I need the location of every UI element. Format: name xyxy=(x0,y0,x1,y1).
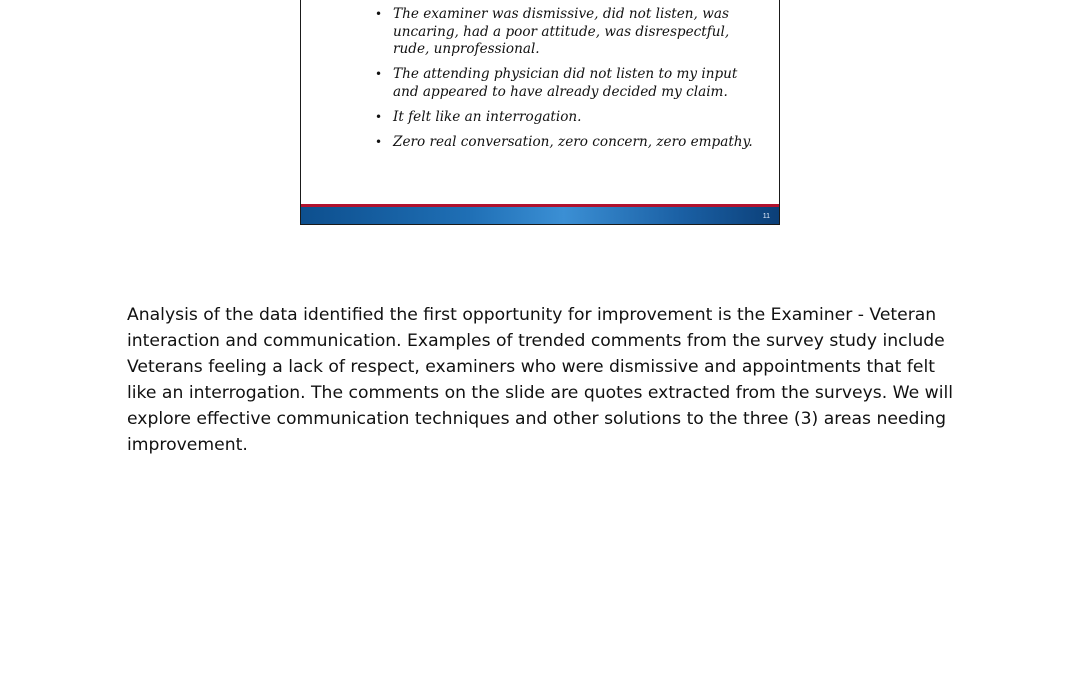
bullet-text: The attending physician did not listen to my input and appeared to have already decided my claim. xyxy=(393,66,738,100)
slide-bullet xyxy=(375,134,755,152)
bullet-text: Zero real conversation, zero concern, zero empathy. xyxy=(393,133,753,150)
slide-bullet xyxy=(375,109,755,127)
slide-bullet xyxy=(375,66,755,101)
bullet-text: It felt like an interrogation. xyxy=(393,108,582,125)
bullet-marker: • xyxy=(375,7,383,21)
bullet-marker: • xyxy=(375,109,383,124)
slide-page-number: 11 xyxy=(762,213,770,220)
bullet-marker: • xyxy=(375,134,383,149)
slide-footer-blue-band xyxy=(301,207,779,224)
slide-bullet xyxy=(375,6,755,59)
bullet-text: The examiner was dismissive, did not listen, was uncaring, had a poor attitude, was disrespectful, rude, unprofessional. xyxy=(393,6,730,57)
speaker-notes: Analysis of the data identified the first opportunity for improvement is the Examiner - Veteran interaction and communication. Examples of trended comments from the survey study include Veterans feeling a lack of respect, examiners who were dismissive and appointments that felt like an interrogation. The comments on the slide are quotes extracted from the surveys. We will explore effective communication techniques and other solutions to the three (3) areas needing improvement. xyxy=(127,305,954,455)
slide-thumbnail xyxy=(300,0,780,225)
slide-bullet-list xyxy=(375,6,755,159)
bullet-marker: • xyxy=(375,67,383,81)
